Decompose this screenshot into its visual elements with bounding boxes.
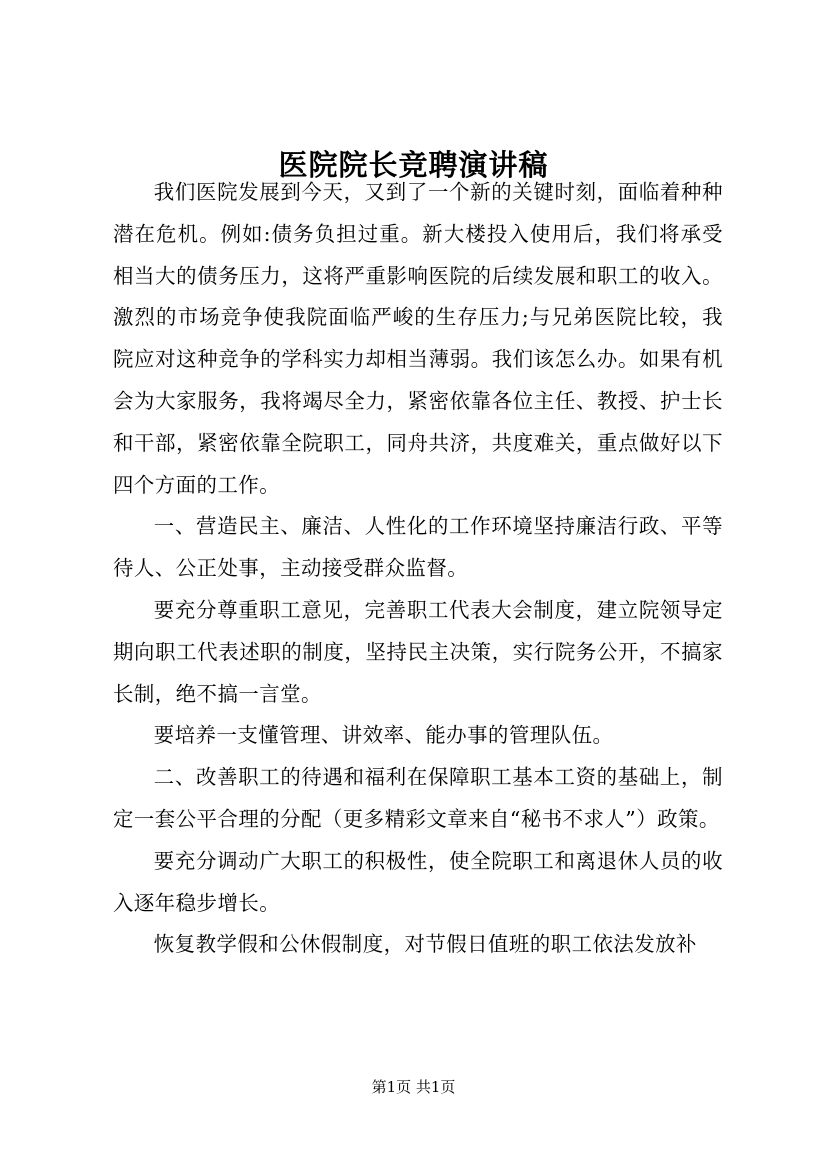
page-footer: 第1页 共1页 — [371, 1078, 456, 1096]
document-title: 医院院长竞聘演讲稿 — [278, 148, 549, 182]
paragraph: 一、营造民主、廉洁、人性化的工作环境坚持廉洁行政、平等待人、公正处事，主动接受群众监督。 — [113, 514, 723, 581]
paragraph: 要培养一支懂管理、讲效率、能办事的管理队伍。 — [153, 723, 614, 748]
document-body — [113, 172, 723, 966]
paragraph: 恢复教学假和公休假制度，对节假日值班的职工依法发放补 — [153, 932, 697, 957]
paragraph: 我们医院发展到今天，又到了一个新的关键时刻，面临着种种潜在危机。例如:债务负担过重。新大楼投入使用后，我们将承受相当大的债务压力，这将严重影响医院的后续发展和职工的收入。激烈的市场竞争使我院面临严峻的生存压力;与兄弟医院比较，我院应对这种竞争的学科实力却相当薄弱。我们该怎么办。如果有机会为大家服务，我将竭尽全力，紧密依靠各位主任、教授、护士长和干部，紧密依靠全院职工，同舟共济，共度难关，重点做好以下四个方面的工作。 — [113, 180, 723, 497]
paragraph: 要充分调动广大职工的积极性，使全院职工和离退休人员的收入逐年稳步增长。 — [113, 848, 723, 915]
paragraph: 要充分尊重职工意见，完善职工代表大会制度，建立院领导定期向职工代表述职的制度，坚持民主决策，实行院务公开，不搞家长制，绝不搞一言堂。 — [113, 597, 723, 706]
paragraph: 二、改善职工的待遇和福利在保障职工基本工资的基础上，制定一套公平合理的分配（更多精彩文章来自“秘书不求人”）政策。 — [113, 765, 723, 831]
